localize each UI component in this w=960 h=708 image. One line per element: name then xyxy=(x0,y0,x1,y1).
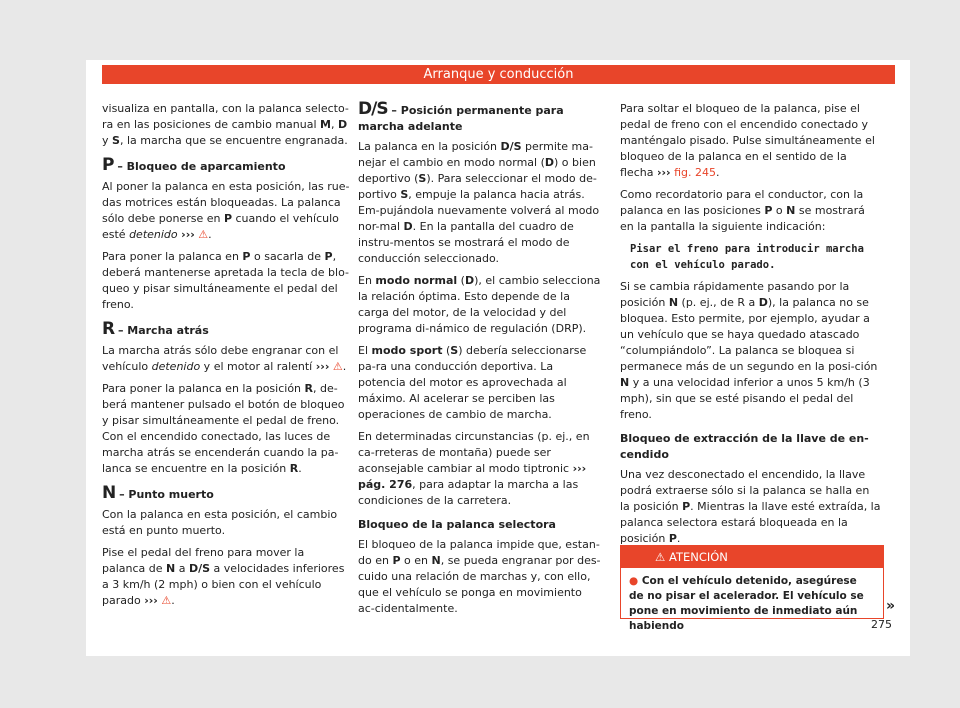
warning-triangle-icon[interactable]: ⚠ xyxy=(332,360,343,373)
column-1 xyxy=(102,101,350,615)
gear-p-glyph: P xyxy=(102,155,114,175)
heading-drive: D/S – Posición permanente para marcha adelante xyxy=(358,99,564,133)
reverse-text-2: Para poner la palanca en la posición R, de-berá mantener pulsado el botón de bloqueo y pisar simultáneamente el pedal de freno. Con el encendido conectado, las luces de marcha atrás se encenderán cuando la pa-lanca se encuentre en la posición R. xyxy=(102,382,345,475)
gear-ds-glyph: D/S xyxy=(358,99,388,119)
attention-body: ● Con el vehículo detenido, asegúrese de no pisar el acelerador. El vehículo se pone en movimiento de inmediato aún habiendo xyxy=(629,575,864,632)
warning-triangle-icon: ⚠ xyxy=(655,550,666,564)
figure-link[interactable]: fig. 245 xyxy=(674,166,716,179)
park-text-1: Al poner la palanca en esta posición, las rue-das motrices están bloqueadas. La palanca sólo debe ponerse en P cuando el vehículo esté detenido ››› ⚠. xyxy=(102,180,350,241)
display-message: Pisar el freno para introducir marcha con el vehículo parado. xyxy=(630,243,864,271)
bullet-icon: ● xyxy=(629,575,639,587)
sport-mode-text: El modo sport (S) debería seleccionarse pa-ra una conducción deportiva. La potencia del motor es aprovechada al máximo. Al acelerar se perciben las operaciones de cambio de marcha. xyxy=(358,344,587,421)
attention-header: ⚠ ATENCIÓN xyxy=(621,546,883,568)
fast-shift-text: Si se cambia rápidamente pasando por la posición N (p. ej., de R a D), la palanca no se bloquea. Esto permite, por ejemplo, ayudar a un vehículo que se haya quedado atascado “columpiándolo”. La palanca se bloquea si permanece más de un segundo en la posi-ción N y a una velocidad inferior a unos 5 km/h (3 mph), sin que se esté pisando el pedal del freno. xyxy=(620,280,878,421)
release-text: Para soltar el bloqueo de la palanca, pise el pedal de freno con el encendido conectado y manténgalo pisado. Pulse simultáneamente el bloqueo de la palanca en el sentido de la flecha ››› fig. 245. xyxy=(620,102,875,179)
page-number: 275 xyxy=(871,618,892,631)
manual-page xyxy=(86,60,910,656)
intro-paragraph: visualiza en pantalla, con la palanca selecto-ra en las posiciones de cambio manual M, D y S, la marcha que se encuentre engranada. xyxy=(102,102,349,147)
park-text-2: Para poner la palanca en P o sacarla de P, deberá mantenerse apretada la tecla de blo-queo y pisar simultáneamente el pedal del freno. xyxy=(102,250,349,311)
key-lock-text: Una vez desconectado el encendido, la llave podrá extraerse sólo si la palanca se halla en la posición P. Mientras la llave esté extraída, la palanca selectora estará bloqueada en la posición P. xyxy=(620,468,881,545)
warning-triangle-icon[interactable]: ⚠ xyxy=(198,228,209,241)
neutral-text-1: Con la palanca en esta posición, el cambio está en punto muerto. xyxy=(102,508,338,537)
gear-r-glyph: R xyxy=(102,319,115,339)
reverse-text-1: La marcha atrás sólo debe engranar con el vehículo detenido y el motor al ralentí ››› ⚠. xyxy=(102,344,347,373)
reminder-text: Como recordatorio para el conductor, con la palanca en las posiciones P o N se mostrará en la pantalla la siguiente indicación: xyxy=(620,188,865,233)
column-2 xyxy=(358,101,602,623)
continues-icon: » xyxy=(886,598,896,614)
column-3 xyxy=(620,101,882,553)
neutral-text-2: Pise el pedal del freno para mover la palanca de N a D/S a velocidades inferiores a 3 km/h (2 mph) o bien con el vehículo parado ››› ⚠. xyxy=(102,546,345,607)
heading-neutral: N – Punto muerto xyxy=(102,483,214,503)
heading-lever-lock: Bloqueo de la palanca selectora xyxy=(358,518,556,531)
gear-n-glyph: N xyxy=(102,483,116,503)
heading-park: P – Bloqueo de aparcamiento xyxy=(102,155,286,175)
page-link[interactable]: pág. 276 xyxy=(358,478,413,491)
lever-lock-text: El bloqueo de la palanca impide que, estan-do en P o en N, se pueda engranar por des-cuido una relación de marchas y, con ello, que el vehículo se ponga en movimiento ac-cidentalmente. xyxy=(358,538,601,615)
normal-mode-text: En modo normal (D), el cambio selecciona la relación óptima. Esto depende de la carga del motor, de la velocidad y del programa di-námico de regulación (DRP). xyxy=(358,274,601,335)
circumstances-text: En determinadas circunstancias (p. ej., en ca-rreteras de montaña) puede ser aconsejable cambiar al modo tiptronic ››› pág. 276, para adaptar la marcha a las condiciones de la carretera. xyxy=(358,430,590,507)
heading-reverse: R – Marcha atrás xyxy=(102,319,209,339)
section-header: Arranque y conducción xyxy=(102,65,895,84)
warning-triangle-icon[interactable]: ⚠ xyxy=(161,594,172,607)
heading-key-lock: Bloqueo de extracción de la llave de en-cendido xyxy=(620,432,869,461)
drive-text: La palanca en la posición D/S permite ma-nejar el cambio en modo normal (D) o bien deportivo (S). Para seleccionar el modo de-portivo S, empuje la palanca hacia atrás. Em-pujándola nuevamente volverá al modo nor-mal D. En la pantalla del cuadro de instru-mentos se mostrará el modo de conducción seleccionado. xyxy=(358,140,600,265)
